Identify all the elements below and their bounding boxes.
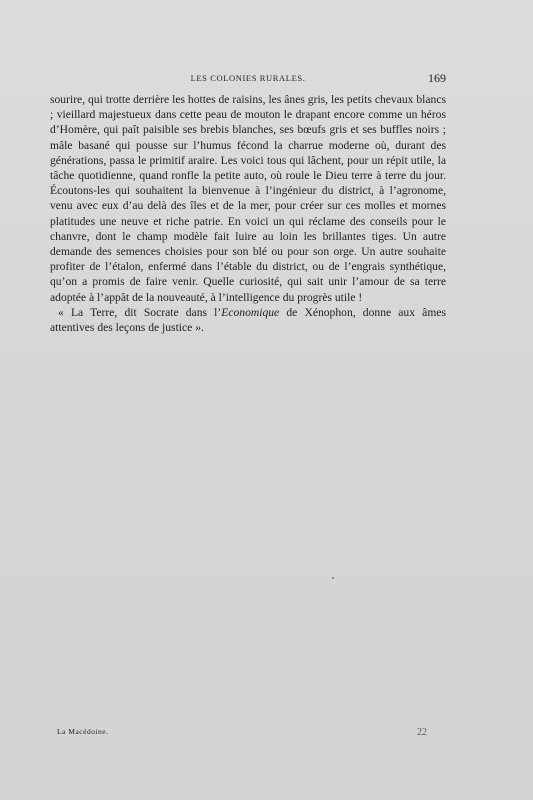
page-number: 169	[428, 71, 446, 85]
running-title: LES COLONIES RURALES.	[190, 73, 306, 83]
footer	[57, 727, 427, 741]
running-head	[50, 71, 446, 85]
signature-number: 22	[417, 727, 427, 738]
paragraph-2-text-end: de Xénophon, donne aux âmes attentives des leçons de justice ».	[50, 305, 446, 335]
book-title-emphasis: Economique	[221, 305, 280, 319]
paper-speck	[332, 577, 334, 579]
paragraph-1-text: sourire, qui trotte derrière les hottes de raisins, les ânes gris, les petits chevaux blancs ; vieillard majestueux dans cette peau de mouton le drapant encore comme un héros d’Homère, qui paît paisible ses brebis blanches, ses bœufs gris et ses buffles noirs ; mâle basané qui pousse sur l’humus fécond la charrue moderne où, durant des générations, passa le primitif araire. Les voici tous qui lâchent, pour un répit utile, la tâche quotidienne, quand ronfle la petite auto, où roule le Dieu terre à terre du jour. Écoutons-les qui souhaitent la bienvenue à l’ingénieur du district, à l’agronome, venu avec eux d’au delà des îles et de la mer, pour créer sur ces molles et mornes platitudes une neuve et riche patrie. En voici un qui réclame des conseils pour le chanvre, dont le champ modèle fait luire au loin les brillantes tiges. Un autre demande des semences choisies pour son blé ou pour son orge. Un autre souhaite profiter de l’étalon, enfermé dans l’étable du district, ou de l’engrais synthétique, qu’on a promis de faire venir. Quelle curiosité, qui sait unir l’amour de sa terre adoptée à l’appât de la nouveauté, à l’intelligence du progrès utile !	[50, 93, 446, 304]
signature-mark: La Macédoine.	[57, 727, 109, 736]
paragraph-2	[50, 305, 446, 335]
paragraph-1	[50, 92, 446, 305]
body-text	[50, 92, 446, 335]
paragraph-2-text-start: « La Terre, dit Socrate dans l’	[58, 305, 222, 319]
